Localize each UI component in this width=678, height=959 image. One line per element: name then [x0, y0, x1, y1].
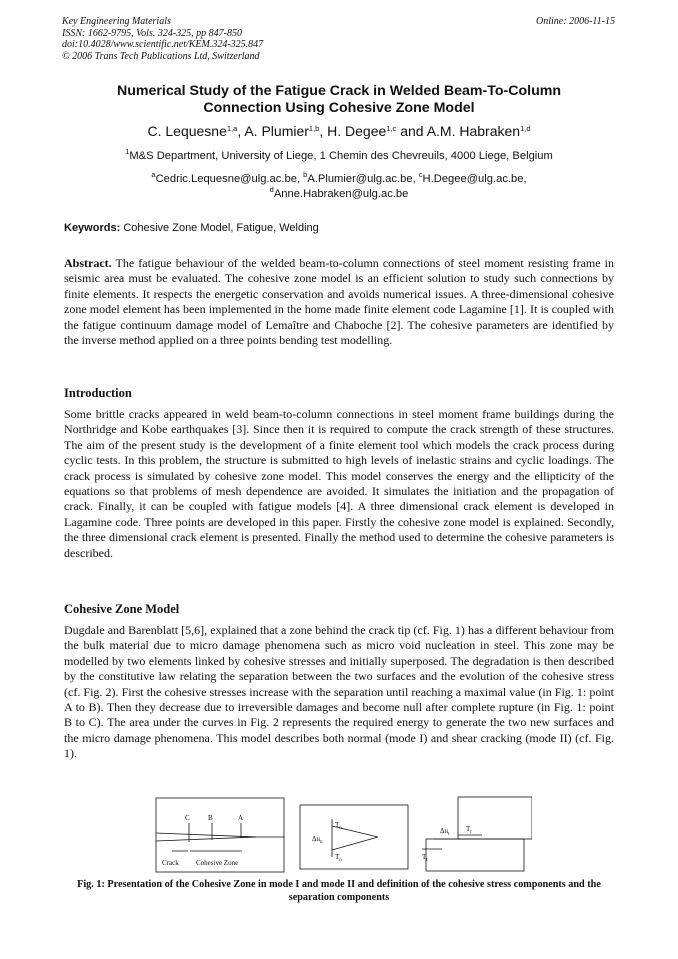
- cohesive-zone-model-text: Dugdale and Barenblatt [5,6], explained that a zone behind the crack tip (cf. Fig. 1) has a different behaviour from the bulk material due to micro damage phenomena such as micro void nucleation in steel. This zone may be modelled by two elements linked by cohesive stresses and initially superposed. The degradation is then described by the constitutive law relating the separation between the two surfaces and the evolution of the cohesive stress (cf. Fig. 2). First the cohesive stresses increase with the separation until reaching a maximal value (in Fig. 1: point A to B). Then they decrease due to irreversible damages and become null after complete rupture (in Fig. 1: point B to C). The area under the curves in Fig. 2 represents the required energy to generate the two new surfaces and the micro damage phenomena. This model describes both normal (mode I) and shear cracking (mode II) (cf. Fig. 1).: [64, 623, 614, 761]
- title-line-1: Numerical Study of the Fatigue Crack in Welded Beam-To-Column: [116, 83, 562, 99]
- section-heading-introduction: Introduction: [64, 386, 132, 400]
- author-affiliation-mark: 1,b: [308, 124, 320, 133]
- affiliation-mark: 1: [125, 147, 130, 156]
- author-separator: ,: [319, 123, 328, 139]
- author-separator: ,: [237, 123, 245, 139]
- author-separator: and: [396, 123, 427, 139]
- author-name: C. Lequesne: [147, 123, 227, 139]
- label-delta-ut: $\Delta u_t$: [440, 827, 450, 837]
- panel-3-lower-block: [426, 839, 524, 871]
- label-tt: $T_t$: [466, 825, 472, 835]
- label-a: A: [238, 814, 244, 822]
- label-tn: $T_n$: [335, 821, 342, 831]
- keywords-text: Cohesive Zone Model, Fatigue, Welding: [123, 222, 319, 234]
- email-line-2: [60, 187, 618, 202]
- label-b: B: [208, 814, 213, 822]
- email-mark: b: [303, 170, 308, 179]
- journal-issn: ISSN: 1662-9795, Vols. 324-325, pp 847-850: [62, 27, 242, 39]
- email-mark: c: [418, 170, 423, 179]
- author-name: A.M. Habraken: [426, 123, 521, 139]
- journal-copyright: © 2006 Trans Tech Publications Ltd, Switzerland: [62, 50, 260, 62]
- email-address[interactable]: Cedric.Lequesne@ulg.ac.be,: [155, 173, 304, 185]
- figure-1: [152, 793, 532, 877]
- label-tn-lower: $T_n$: [335, 853, 342, 863]
- affiliation-text: M&S Department, University of Liege, 1 Chemin des Chevreuils, 4000 Liege, Belgium: [129, 150, 553, 162]
- email-address[interactable]: Anne.Habraken@ulg.ac.be: [273, 188, 409, 200]
- author-list: [60, 122, 618, 140]
- title-line-2: Connection Using Cohesive Zone Model: [203, 99, 475, 116]
- label-crack: Crack: [162, 859, 179, 867]
- mode-i-lower-face: [332, 837, 378, 850]
- abstract: [64, 256, 614, 348]
- section-heading-cohesive-zone-model: Cohesive Zone Model: [64, 602, 180, 616]
- email-address[interactable]: H.Degee@ulg.ac.be,: [422, 173, 527, 185]
- label-cohesive-zone: Cohesive Zone: [196, 859, 239, 867]
- author-name: A. Plumier: [244, 123, 309, 139]
- journal-header: [62, 16, 263, 62]
- author-affiliation-mark: 1,c: [386, 124, 397, 133]
- affiliation: [60, 149, 618, 164]
- introduction-text: Some brittle cracks appeared in weld beam-to-column connections in steel moment frame buildings during the Northridge and Kobe earthquakes [3]. Since then it is required to compute the crack strength of these structures. The aim of the present study is the development of a finite element tool which models the crack process during cyclic tests. In this problem, the structure is submitted to high levels of inelastic strains and cyclic loadings. The crack process is simulated by cohesive zone model. This model conserves the energy and the ellipticity of the equations so that problems of mesh dependence are avoided. It simulates the initiation and the propagation of crack. Finally, it can be coupled with fatigue models [4]. A three dimensional crack element is developed in Lagamine code. Three points are developed in this paper. Firstly the cohesive zone model is explained. Secondly, the three dimensional crack element is presented. Finally the method used to determine the cohesive parameters is described.: [64, 407, 614, 560]
- mode-ii-panel: [422, 797, 532, 871]
- email-list: [60, 172, 618, 202]
- email-line-1: [60, 172, 618, 187]
- figure-1-caption: Fig. 1: Presentation of the Cohesive Zone in mode I and mode II and definition of the cohesive stress components and the separation components: [77, 879, 601, 903]
- label-tt-lower: $T_t$: [422, 853, 428, 863]
- keywords: [64, 221, 614, 235]
- journal-name: Key Engineering Materials: [62, 16, 171, 27]
- journal-doi[interactable]: doi:10.4028/www.scientific.net/KEM.324-325.847: [62, 39, 264, 50]
- label-c: C: [185, 814, 190, 822]
- email-address[interactable]: A.Plumier@ulg.ac.be,: [307, 173, 419, 185]
- author-affiliation-mark: 1,d: [520, 124, 531, 133]
- paper-title: [60, 83, 618, 116]
- abstract-label: Abstract.: [64, 256, 112, 270]
- label-delta-un: $\Delta u_n$: [312, 835, 323, 845]
- author-affiliation-mark: 1,a: [226, 124, 238, 133]
- email-mark: d: [269, 185, 274, 194]
- online-date: Online: 2006-11-15: [536, 16, 615, 27]
- abstract-text: The fatigue behaviour of the welded beam-to-column connections of steel moment resisting frame in seismic area must be evaluated. The cohesive zone model is an efficient solution to study such connections by finite elements. It respects the energetic conservation and avoids numerical issues. A three-dimensional cohesive zone model element has been implemented in the home made finite element code Lagamine [1]. It is coupled with the fatigue continuum damage model of Lemaître and Chaboche [2]. The cohesive parameters are identified by the inverse method applied on a three points bending test modelling.: [64, 256, 614, 348]
- author-name: H. Degee: [327, 123, 387, 139]
- email-mark: a: [151, 170, 156, 179]
- keywords-label: Keywords:: [64, 222, 121, 234]
